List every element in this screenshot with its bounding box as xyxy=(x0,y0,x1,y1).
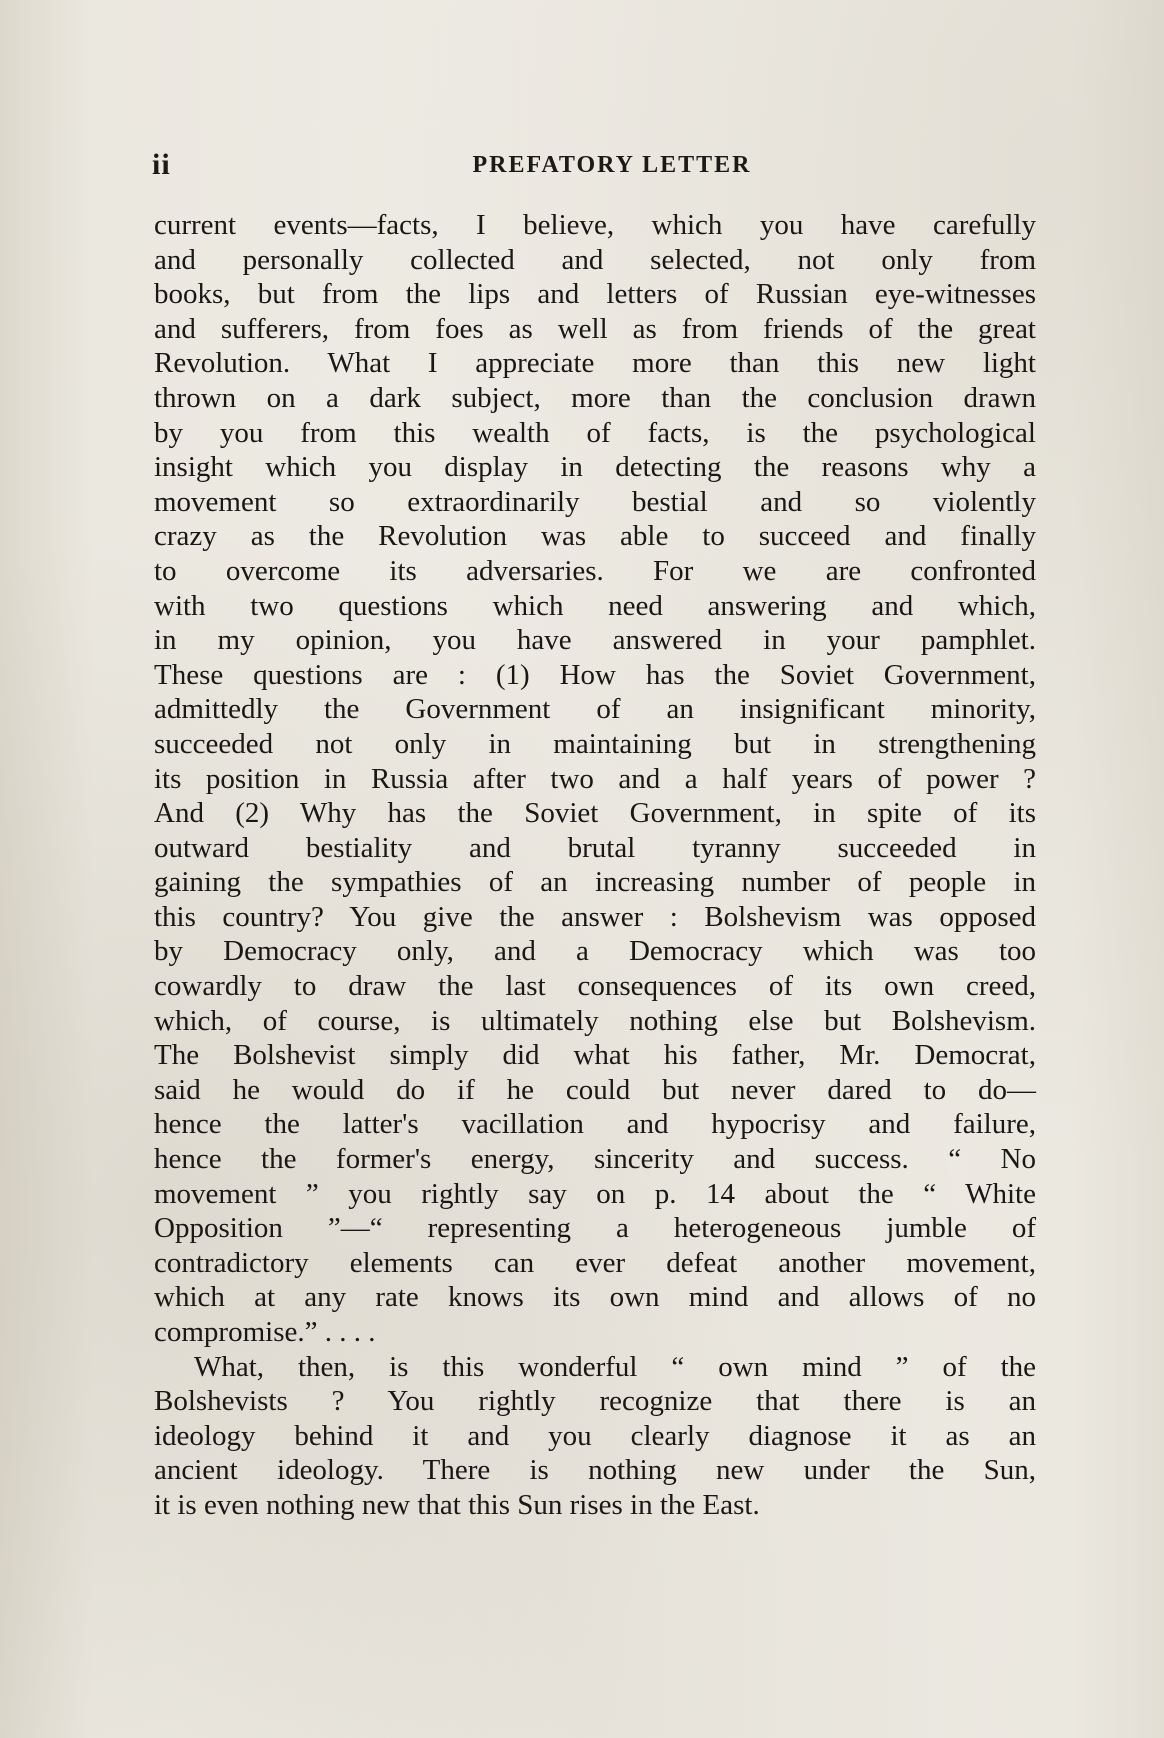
text-line: hence the former's energy, sincerity and success. “ No xyxy=(154,1143,1036,1176)
text-line: ideology behind it and you clearly diagnose it as an xyxy=(154,1419,1036,1452)
paragraph xyxy=(154,208,1036,1350)
text-line: And (2) Why has the Soviet Government, in spite of its xyxy=(154,797,1036,830)
text-line: thrown on a dark subject, more than the conclusion drawn xyxy=(154,381,1036,414)
text-line: by Democracy only, and a Democracy which was too xyxy=(154,935,1036,968)
text-line: books, but from the lips and letters of Russian eye-witnesses xyxy=(154,278,1036,311)
text-line: its position in Russia after two and a half years of power ? xyxy=(154,762,1036,795)
text-line: movement so extraordinarily bestial and so violently xyxy=(154,485,1036,518)
text-line: to overcome its adversaries. For we are confronted xyxy=(154,554,1036,587)
text-line: with two questions which need answering and which, xyxy=(154,589,1036,622)
page-header xyxy=(152,148,1032,188)
text-line: by you from this wealth of facts, is the psychological xyxy=(154,416,1036,449)
text-line: which, of course, is ultimately nothing else but Bolshevism. xyxy=(154,1004,1036,1037)
text-line: crazy as the Revolution was able to succeed and finally xyxy=(154,520,1036,553)
text-line: admittedly the Government of an insignificant minority, xyxy=(154,693,1036,726)
text-line: Revolution. What I appreciate more than this new light xyxy=(154,347,1036,380)
body-text xyxy=(154,208,1036,1523)
text-line: movement ” you rightly say on p. 14 about the “ White xyxy=(154,1177,1036,1210)
text-line: which at any rate knows its own mind and allows of no xyxy=(154,1281,1036,1314)
text-line: contradictory elements can ever defeat another movement, xyxy=(154,1246,1036,1279)
text-line: and personally collected and selected, not only from xyxy=(154,243,1036,276)
text-line: What, then, is this wonderful “ own mind ” of the xyxy=(194,1350,1036,1383)
text-line: These questions are : (1) How has the Soviet Government, xyxy=(154,658,1036,691)
text-line: this country? You give the answer : Bolshevism was opposed xyxy=(154,900,1036,933)
page-number: ii xyxy=(152,148,171,181)
text-line: Opposition ”—“ representing a heterogeneous jumble of xyxy=(154,1212,1036,1245)
text-line: in my opinion, you have answered in your pamphlet. xyxy=(154,624,1036,657)
text-line: said he would do if he could but never dared to do— xyxy=(154,1073,1036,1106)
text-line: cowardly to draw the last consequences of its own creed, xyxy=(154,970,1036,1003)
running-head: PREFATORY LETTER xyxy=(472,152,752,178)
text-line: current events—facts, I believe, which you have carefully xyxy=(154,209,1036,241)
text-line: ancient ideology. There is nothing new under the Sun, xyxy=(154,1454,1036,1487)
text-line: The Bolshevist simply did what his father, Mr. Democrat, xyxy=(154,1039,1036,1072)
text-line: compromise.” . . . . xyxy=(154,1316,376,1348)
text-line: it is even nothing new that this Sun rises in the East. xyxy=(154,1488,760,1521)
text-line: insight which you display in detecting the reasons why a xyxy=(154,451,1036,484)
text-line: outward bestiality and brutal tyranny succeeded in xyxy=(154,831,1036,864)
paragraph xyxy=(154,1350,1036,1523)
text-line: gaining the sympathies of an increasing number of people in xyxy=(154,866,1036,899)
text-line: and sufferers, from foes as well as from friends of the great xyxy=(154,312,1036,345)
text-line: succeeded not only in maintaining but in strengthening xyxy=(154,727,1036,760)
text-line: hence the latter's vacillation and hypocrisy and failure, xyxy=(154,1108,1036,1141)
text-line: Bolshevists ? You rightly recognize that there is an xyxy=(154,1385,1036,1418)
